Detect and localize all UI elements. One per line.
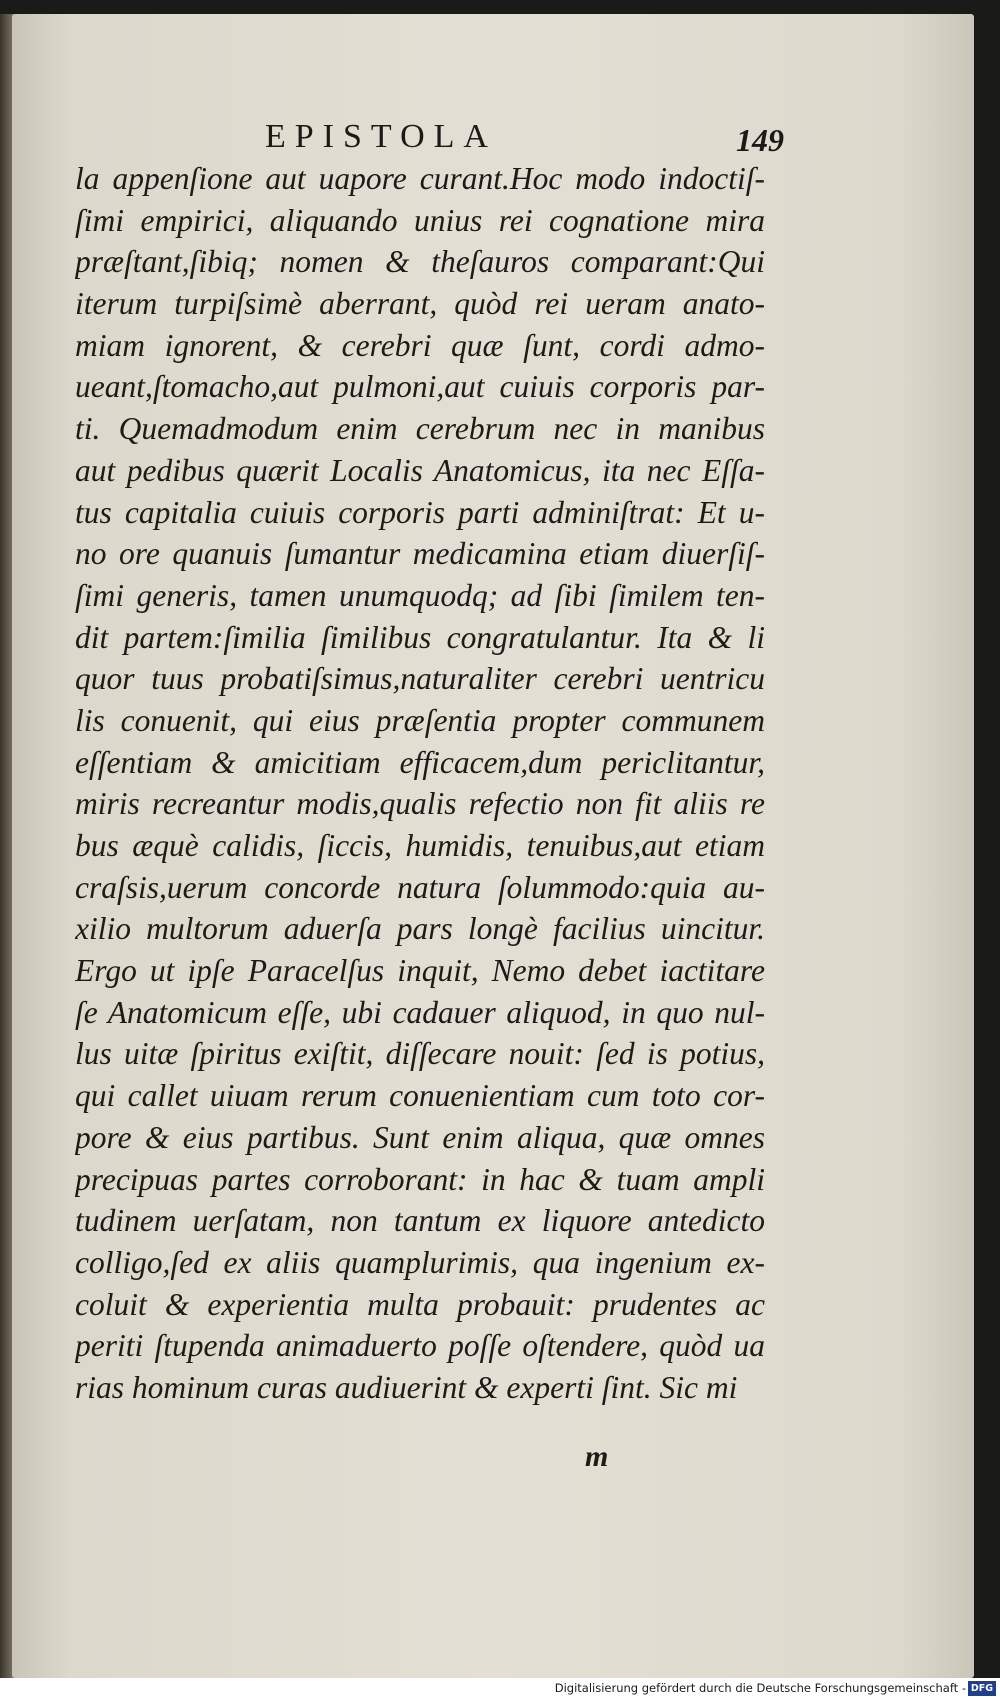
- text-line: craſsis,uerum concorde natura ſolummodo:quia au-: [75, 869, 765, 905]
- text-line: dit partem:ſimilia ſimilibus congratulantur. Ita & li: [75, 619, 765, 655]
- text-line: ueant,ſtomacho,aut pulmoni,aut cuiuis corporis par-: [75, 369, 765, 405]
- text-line: miris recreantur modis,qualis refectio non fit aliis re: [75, 786, 765, 822]
- text-line: ſimi generis, tamen unumquodq; ad ſibi ſimilem ten-: [75, 577, 765, 613]
- text-line: rias hominum curas audiuerint & experti ſint. Sic mi: [75, 1369, 738, 1405]
- text-line: la appenſione aut uapore curant.Hoc modo indoctiſ-: [75, 161, 765, 196]
- dfg-logo: DFG: [968, 1681, 996, 1696]
- text-line: ti. Quemadmodum enim cerebrum nec in manibus: [75, 411, 765, 447]
- digitization-credit: Digitalisierung gefördert durch die Deutsche Forschungsgemeinschaft -: [554, 1681, 966, 1695]
- text-line: colligo,ſed ex aliis quamplurimis, qua ingenium ex-: [75, 1244, 765, 1280]
- body-text: [75, 158, 765, 1409]
- text-line: periti ſtupenda animaduerto poſſe oſtendere, quòd ua: [75, 1328, 765, 1364]
- text-line: pore & eius partibus. Sunt enim aliqua, quæ omnes: [75, 1119, 765, 1155]
- text-line: Ergo ut ipſe Paracelſus inquit, Nemo debet iactitare: [75, 953, 765, 989]
- text-line: aut pedibus quærit Localis Anatomicus, ita nec Eſſa-: [75, 452, 765, 488]
- text-line: lis conuenit, qui eius præſentia propter communem: [75, 702, 765, 738]
- text-line: coluit & experientia multa probauit: prudentes ac: [75, 1286, 765, 1322]
- text-line: precipuas partes corroborant: in hac & tuam ampli: [75, 1161, 765, 1197]
- text-line: ſe Anatomicum eſſe, ubi cadauer aliquod, in quo nul-: [75, 994, 765, 1030]
- page-number: 149: [736, 122, 784, 158]
- text-line: præſtant,ſibiq; nomen & theſauros comparant:Qui: [75, 244, 765, 280]
- running-head: EPISTOLA: [265, 118, 497, 155]
- text-line: iterum turpiſsimè aberrant, quòd rei ueram anato-: [75, 286, 765, 322]
- text-line: eſſentiam & amicitiam efficacem,dum periclitantur,: [75, 744, 765, 780]
- catchword: m: [585, 1440, 609, 1473]
- text-line: qui callet uiuam rerum conuenientiam cum toto cor-: [75, 1078, 765, 1114]
- text-line: miam ignorent, & cerebri quæ ſunt, cordi admo-: [75, 327, 765, 363]
- text-line: no ore quanuis ſumantur medicamina etiam diuerſiſ-: [75, 536, 765, 572]
- text-line: tudinem uerſatam, non tantum ex liquore antedicto: [75, 1203, 765, 1239]
- text-line: bus æquè calidis, ſiccis, humidis, tenuibus,aut etiam: [75, 828, 765, 863]
- text-line: lus uitæ ſpiritus exiſtit, diſſecare nouit: ſed is potius,: [75, 1036, 765, 1072]
- text-line: xilio multorum aduerſa pars longè facilius uincitur.: [75, 911, 765, 947]
- text-line: ſimi empirici, aliquando unius rei cognatione mira: [75, 202, 765, 238]
- text-line: tus capitalia cuiuis corporis parti adminiſtrat: Et u-: [75, 494, 765, 530]
- text-line: quor tuus probatiſsimus,naturaliter cerebri uentricu: [75, 661, 765, 697]
